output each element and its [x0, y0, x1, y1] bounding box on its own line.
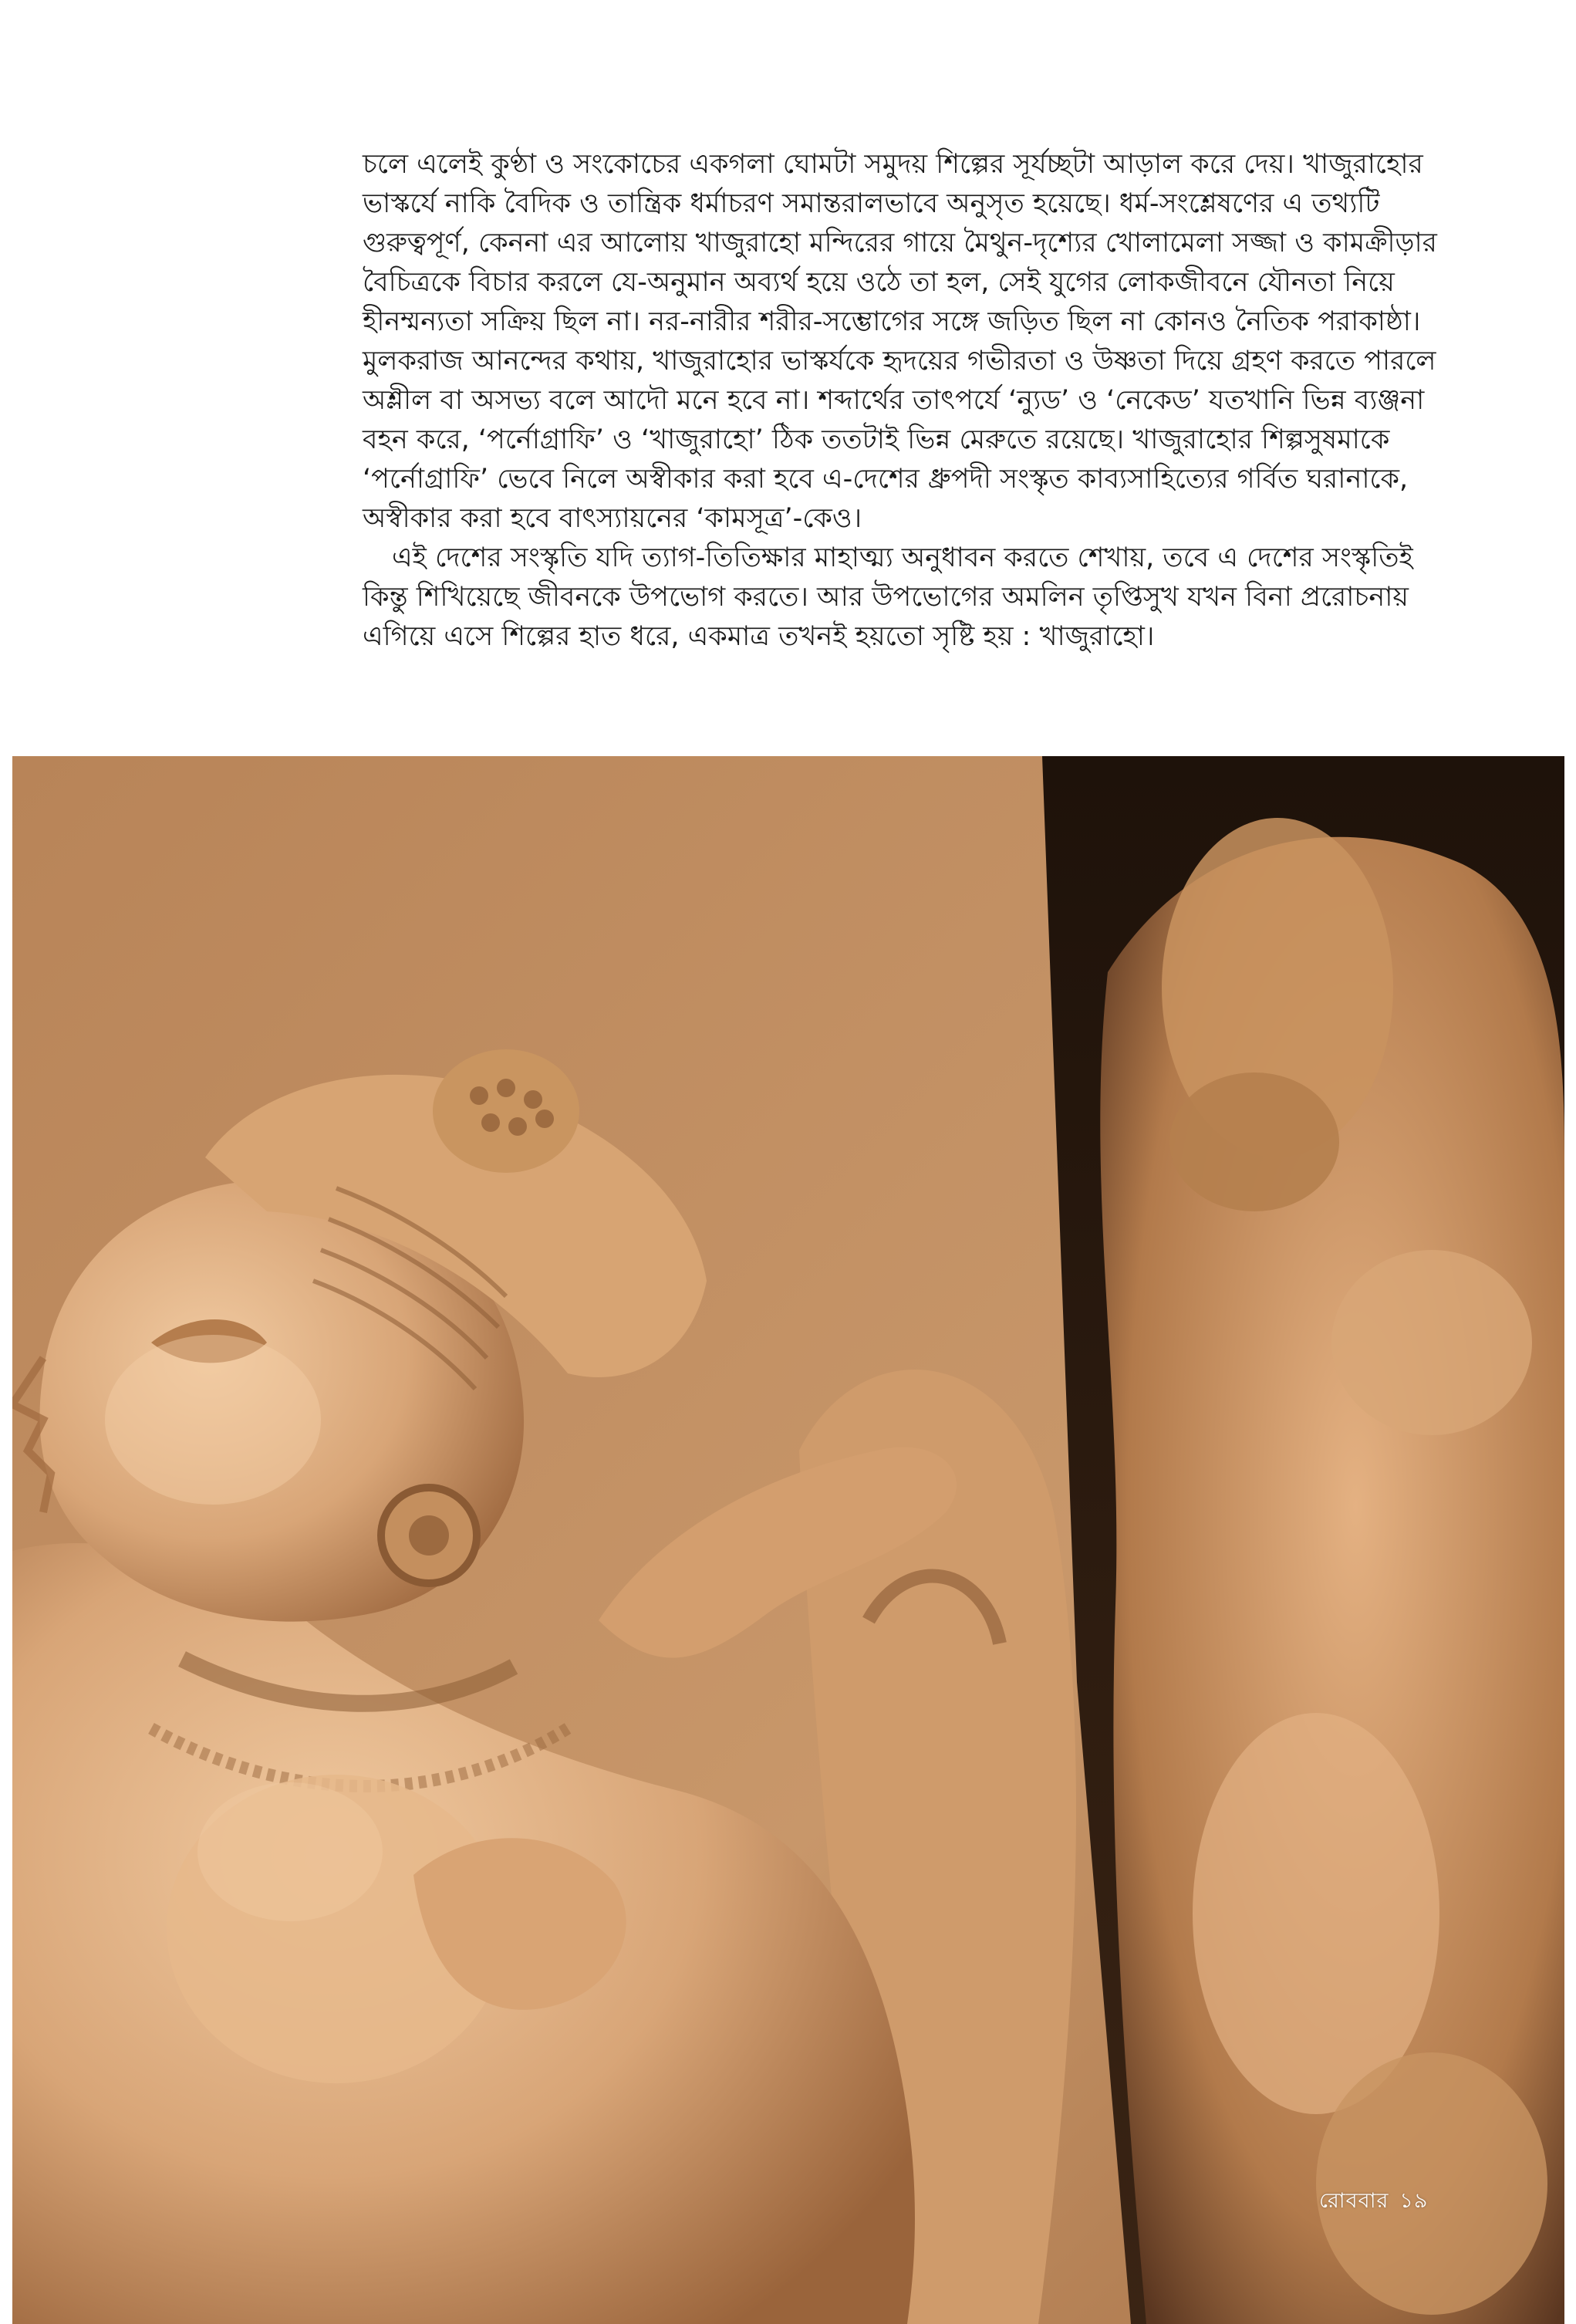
- article-body: [363, 145, 1443, 657]
- sculpture-photo-icon: [12, 756, 1564, 2324]
- page-footer: [1319, 2185, 1439, 2220]
- article-paragraph-1: চলে এলেই কুণ্ঠা ও সংকোচের একগলা ঘোমটা সমুদয় শিল্পের সূর্যচ্ছটা আড়াল করে দেয়। খাজুরাহোর ভাস্কর্যে নাকি বৈদিক ও তান্ত্রিক ধর্মাচরণ সমান্তরালভাবে অনুসৃত হয়েছে। ধর্ম-সংশ্লেষণের এ তথ্যটি গুরুত্বপূর্ণ, কেননা এর আলোয় খাজুরাহো মন্দিরের গায়ে মৈথুন-দৃশ্যের খোলামেলা সজ্জা ও কামক্রীড়ার বৈচিত্রকে বিচার করলে যে-অনুমান অব্যর্থ হয়ে ওঠে তা হল, সেই যুগের লোকজীবনে যৌনতা নিয়ে হীনম্মন্যতা সক্রিয় ছিল না। নর-নারীর শরীর-সম্ভোগের সঙ্গে জড়িত ছিল না কোনও নৈতিক পরাকাষ্ঠা। মুলকরাজ আনন্দের কথায়, খাজুরাহোর ভাস্কর্যকে হৃদয়ের গভীরতা ও উষ্ণতা দিয়ে গ্রহণ করতে পারলে অশ্লীল বা অসভ্য বলে আদৌ মনে হবে না। শব্দার্থের তাৎপর্যে ‘ন্যুড’ ও ‘নেকেড’ যতখানি ভিন্ন ব্যঞ্জনা বহন করে, ‘পর্নোগ্রাফি’ ও ‘খাজুরাহো’ ঠিক ততটাই ভিন্ন মেরুতে রয়েছে। খাজুরাহোর শিল্পসুষমাকে ‘পর্নোগ্রাফি’ ভেবে নিলে অস্বীকার করা হবে এ-দেশের ধ্রুপদী সংস্কৃত কাব্যসাহিত্যের গর্বিত ঘরানাকে, অস্বীকার করা হবে বাৎস্যায়নের ‘কামসূত্র’-কেও।: [363, 149, 1437, 534]
- article-paragraph-2: এই দেশের সংস্কৃতি যদি ত্যাগ-তিতিক্ষার মাহাত্ম্য অনুধাবন করতে শেখায়, তবে এ দেশের সংস্কৃতিই কিন্তু শিখিয়েছে জীবনকে উপভোগ করতে। আর উপভোগের অমলিন তৃপ্তিসুখ যখন বিনা প্ররোচনায় এগিয়ে এসে শিল্পের হাত ধরে, একমাত্র তখনই হয়তো সৃষ্টি হয় : খাজুরাহো।: [363, 542, 1413, 652]
- page-number: ১৯: [1399, 2189, 1429, 2213]
- khajuraho-sculpture-photo: [12, 756, 1564, 2324]
- magazine-name: রোববার: [1319, 2189, 1389, 2213]
